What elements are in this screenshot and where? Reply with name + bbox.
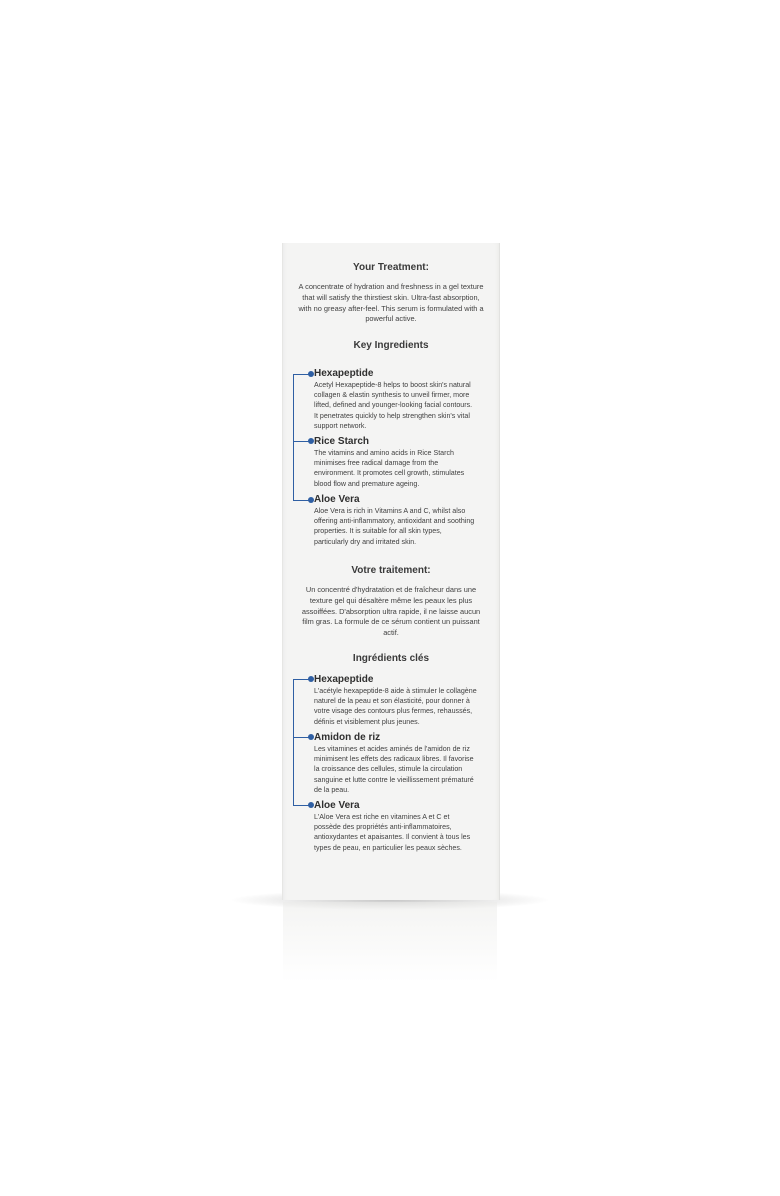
- en-ingredients-title: Key Ingredients: [353, 340, 429, 351]
- fr-ingredient-marker-3: [293, 805, 311, 806]
- en-ingredient-marker-1: [293, 374, 311, 375]
- en-ingredient-aloe-vera: [314, 494, 490, 547]
- ingredient-name: Aloe Vera: [314, 800, 360, 811]
- en-treatment-title: Your Treatment:: [353, 262, 429, 273]
- en-ingredients-bracket: [293, 374, 312, 500]
- fr-ingredient-hexapeptide: [314, 674, 490, 727]
- en-treatment-text: A concentrate of hydration and freshness in a gel texture that will satisfy the thirstiest skin. Ultra-fast absorption, with no greasy after-feel. This serum is formulated with a powerful active.: [298, 282, 484, 324]
- ingredient-name: Hexapeptide: [314, 368, 374, 379]
- ingredient-description: The vitamins and amino acids in Rice Starch minimises free radical damage from the environment. It promotes cell growth, stimulates blood flow and premature ageing.: [314, 449, 465, 488]
- ingredient-name: Hexapeptide: [314, 674, 374, 685]
- ingredient-description: Les vitamines et acides aminés de l'amidon de riz minimisent les effets des radicaux libres. Il favorise la croissance des cellules, stimule la circulation sanguine et lutte contre le vieillissement prématuré de la peau.: [314, 745, 474, 794]
- product-box-side-panel: [282, 243, 500, 900]
- fr-ingredient-marker-1: [293, 679, 311, 680]
- ingredient-description: L'Aloe Vera est riche en vitamines A et C et possède des propriétés anti-inflammatoires, antioxydantes et apaisantes. Il convient à tous les types de peau, en particulier les peaux sèches.: [314, 813, 471, 852]
- ingredient-name: Aloe Vera: [314, 494, 360, 505]
- ingredient-description: Aloe Vera is rich in Vitamins A and C, whilst also offering anti-inflammatory, antioxidant and soothing properties. It is suitable for all skin types, particularly dry and irritated skin.: [314, 507, 475, 546]
- fr-ingredients-title: Ingrédients clés: [352, 653, 430, 664]
- fr-treatment-title: Votre traitement:: [351, 565, 431, 576]
- ingredient-name: Rice Starch: [314, 436, 370, 447]
- fr-ingredient-amidon-de-riz: [314, 732, 490, 795]
- ingredient-description: Acetyl Hexapeptide-8 helps to boost skin's natural collagen & elastin synthesis to unveil firmer, more lifted, defined and younger-looking facial contours. It penetrates quickly to help strengthen skin's vital support network.: [314, 381, 473, 430]
- fr-ingredient-aloe-vera: [314, 800, 490, 853]
- ingredient-name: Amidon de riz: [314, 732, 381, 743]
- fr-treatment-text: Un concentré d'hydratation et de fraîcheur dans une texture gel qui désaltère même les peaux les plus assoiffées. D'absorption ultra rapide, il ne laisse aucun film gras. La formule de ce sérum contient un puissant actif.: [301, 585, 481, 638]
- ingredient-description: L'acétyle hexapeptide-8 aide à stimuler le collagène naturel de la peau et son élasticité, pour donner à votre visage des contours plus fermes, rehaussés, définis et visiblement plus jeunes.: [314, 687, 477, 726]
- box-reflection: [283, 902, 497, 982]
- fr-ingredient-marker-2: [293, 737, 311, 738]
- en-ingredient-marker-3: [293, 500, 311, 501]
- en-ingredient-marker-2: [293, 441, 311, 442]
- fr-ingredients-bracket: [293, 679, 312, 805]
- en-ingredient-rice-starch: [314, 436, 490, 489]
- en-ingredient-hexapeptide: [314, 368, 490, 431]
